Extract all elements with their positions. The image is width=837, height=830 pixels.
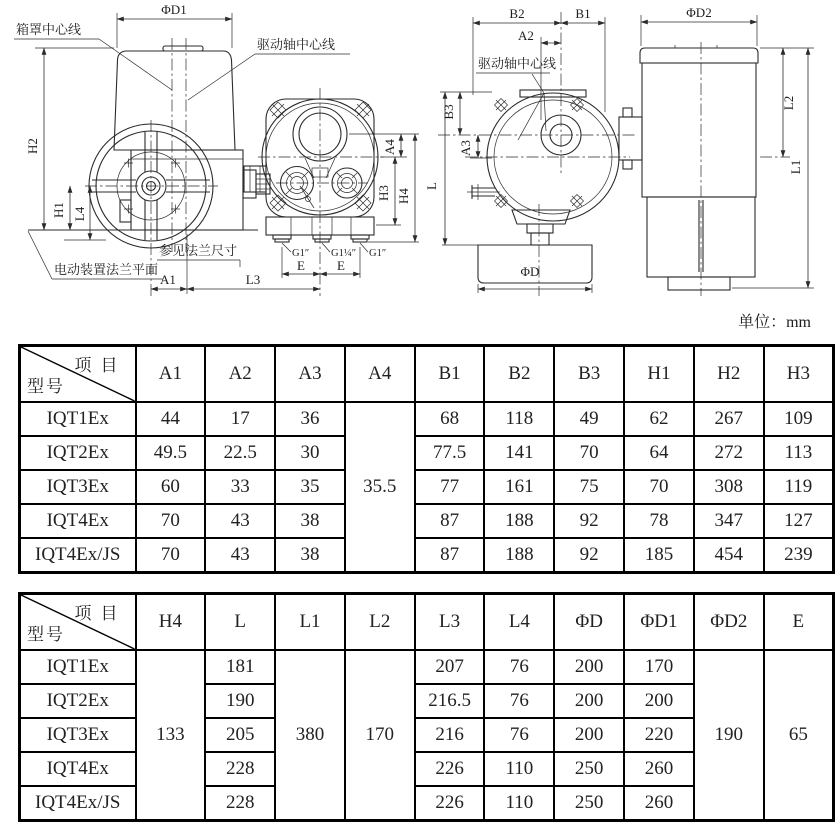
col-header: L4 <box>484 594 554 651</box>
cell: 76 <box>484 684 554 718</box>
cell: 260 <box>624 786 694 821</box>
cell: 60 <box>136 470 206 504</box>
cell: 87 <box>415 504 485 538</box>
merged-cell-phi-d2: 190 <box>694 650 764 821</box>
col-header: L2 <box>345 594 415 651</box>
cell: 170 <box>624 650 694 684</box>
cell: 161 <box>484 470 554 504</box>
col-header: B2 <box>484 346 554 403</box>
cell: 70 <box>136 538 206 573</box>
cell: 87 <box>415 538 485 573</box>
cell: 64 <box>624 436 694 470</box>
cell: 226 <box>415 786 485 821</box>
model-cell: IQT1Ex <box>20 650 136 684</box>
conduit-entries <box>273 235 369 242</box>
cell: 454 <box>694 538 764 573</box>
model-cell: IQT2Ex <box>20 684 136 718</box>
cell: 38 <box>275 538 345 573</box>
cell: 141 <box>484 436 554 470</box>
cell: 250 <box>554 752 624 786</box>
cell: 260 <box>624 752 694 786</box>
cell: 75 <box>554 470 624 504</box>
col-header: H3 <box>764 346 834 403</box>
col-header: A3 <box>275 346 345 403</box>
cell: 220 <box>624 718 694 752</box>
col-header: B1 <box>415 346 485 403</box>
corner-label-model: 型号 <box>27 377 65 396</box>
unit-note: 单位：mm <box>738 314 811 331</box>
cell: 78 <box>624 504 694 538</box>
cell: 109 <box>764 402 834 436</box>
cell: 22.5 <box>205 436 275 470</box>
cell: 36 <box>275 402 345 436</box>
dim-label-phi-d1: ΦD1 <box>161 2 187 17</box>
cell: 76 <box>484 718 554 752</box>
merged-cell-l2: 170 <box>345 650 415 821</box>
cell: 110 <box>484 752 554 786</box>
cell: 216.5 <box>415 684 485 718</box>
dimension-table-2 <box>18 592 835 822</box>
cell: 70 <box>554 436 624 470</box>
cell: 205 <box>205 718 275 752</box>
cell: 347 <box>694 504 764 538</box>
merged-cell-a4: 35.5 <box>345 402 415 573</box>
cell: 38 <box>275 504 345 538</box>
cell: 77.5 <box>415 436 485 470</box>
cell: 190 <box>205 684 275 718</box>
dimension-drawings <box>0 0 837 310</box>
col-header: L3 <box>415 594 485 651</box>
dim-label-b3: B3 <box>441 104 456 120</box>
table-row <box>20 538 834 573</box>
col-header: H4 <box>136 594 206 651</box>
cell: 43 <box>205 504 275 538</box>
table-row <box>20 402 834 436</box>
table-row <box>20 650 834 684</box>
gearbox-face <box>244 88 387 296</box>
dimension-table-1 <box>18 344 835 574</box>
cell: 77 <box>415 470 485 504</box>
cell: 35 <box>275 470 345 504</box>
cell: 110 <box>484 786 554 821</box>
dim-label-h2: H2 <box>25 138 40 154</box>
col-header: L1 <box>275 594 345 651</box>
flange-plane-note: 电动装置法兰平面 <box>54 263 159 278</box>
cell: 188 <box>484 538 554 573</box>
table1-header-row <box>20 346 834 403</box>
model-cell: IQT4Ex/JS <box>20 538 136 573</box>
cell: 188 <box>484 504 554 538</box>
corner-label-model: 型号 <box>27 625 65 644</box>
cell: 200 <box>624 684 694 718</box>
cell: 76 <box>484 650 554 684</box>
col-header: E <box>764 594 834 651</box>
table1-corner-cell <box>20 346 136 403</box>
dim-label-e-right: E <box>337 258 345 273</box>
merged-cell-l1: 380 <box>275 650 345 821</box>
model-cell: IQT4Ex/JS <box>20 786 136 821</box>
col-header: A1 <box>136 346 206 403</box>
cell: 113 <box>764 436 834 470</box>
cell: 272 <box>694 436 764 470</box>
cell: 226 <box>415 752 485 786</box>
col-header: A2 <box>205 346 275 403</box>
cell: 17 <box>205 402 275 436</box>
cell: 30 <box>275 436 345 470</box>
cell: 92 <box>554 538 624 573</box>
dim-label-b1: B1 <box>575 6 591 21</box>
cell: 228 <box>205 786 275 821</box>
cell: 118 <box>484 402 554 436</box>
model-cell: IQT1Ex <box>20 402 136 436</box>
conduit-label-g1-quarter: G1¼″ <box>331 248 357 259</box>
dim-label-phi-d2: ΦD2 <box>686 5 712 20</box>
col-header: ΦD <box>554 594 624 651</box>
cell: 127 <box>764 504 834 538</box>
dim-label-l2: L2 <box>781 95 796 111</box>
cell: 92 <box>554 504 624 538</box>
front-view-drawing <box>0 0 420 308</box>
merged-cell-e: 65 <box>764 650 834 821</box>
cell: 70 <box>624 470 694 504</box>
cell: 185 <box>624 538 694 573</box>
col-header: A4 <box>345 346 415 403</box>
dim-label-b2: B2 <box>509 6 525 21</box>
cell: 216 <box>415 718 485 752</box>
cell: 308 <box>694 470 764 504</box>
cell: 250 <box>554 786 624 821</box>
cell: 228 <box>205 752 275 786</box>
cell: 200 <box>554 684 624 718</box>
table-row <box>20 436 834 470</box>
col-header: H2 <box>694 346 764 403</box>
corner-label-item: 项目 <box>74 356 127 375</box>
table-row <box>20 470 834 504</box>
col-header: ΦD1 <box>624 594 694 651</box>
box-cover-centerline-label: 箱罩中心线 <box>16 23 82 38</box>
dim-label-e-left: E <box>297 258 305 273</box>
table2-corner-cell <box>20 594 136 651</box>
cell: 207 <box>415 650 485 684</box>
conduit-label-g1-right: G1″ <box>369 248 387 259</box>
cell: 181 <box>205 650 275 684</box>
col-header: B3 <box>554 346 624 403</box>
cell: 68 <box>415 402 485 436</box>
model-cell: IQT4Ex <box>20 504 136 538</box>
side-view-drawing <box>420 0 837 308</box>
cell: 49 <box>554 402 624 436</box>
cell: 267 <box>694 402 764 436</box>
cell: 200 <box>554 650 624 684</box>
cell: 33 <box>205 470 275 504</box>
col-header: L <box>205 594 275 651</box>
cell: 43 <box>205 538 275 573</box>
cell: 70 <box>136 504 206 538</box>
dim-label-h4: H4 <box>396 188 411 204</box>
cell: 44 <box>136 402 206 436</box>
conduit-label-g1-left: G1″ <box>292 248 310 259</box>
model-cell: IQT4Ex <box>20 752 136 786</box>
table2-header-row <box>20 594 834 651</box>
model-cell: IQT3Ex <box>20 718 136 752</box>
col-header: ΦD2 <box>694 594 764 651</box>
dim-label-a1: A1 <box>160 272 176 287</box>
dim-label-phi-d: ΦD <box>520 264 540 279</box>
dim-label-h1: H1 <box>51 202 66 218</box>
cell: 49.5 <box>136 436 206 470</box>
dim-label-a2: A2 <box>518 28 534 43</box>
cell: 119 <box>764 470 834 504</box>
table-row <box>20 504 834 538</box>
merged-cell-h4: 133 <box>136 650 206 821</box>
cell: 200 <box>554 718 624 752</box>
model-cell: IQT2Ex <box>20 436 136 470</box>
dim-label-a4: A4 <box>382 139 397 155</box>
dim-label-l: L <box>424 182 439 190</box>
dim-label-a3: A3 <box>458 140 473 156</box>
cell: 239 <box>764 538 834 573</box>
drive-shaft-centerline-label-2: 驱动轴中心线 <box>478 57 557 72</box>
dim-label-h3: H3 <box>376 185 391 201</box>
dim-label-l4: L4 <box>72 206 87 222</box>
motor-housing <box>619 42 758 296</box>
corner-label-item: 项目 <box>74 604 127 623</box>
drive-shaft-centerline-label: 驱动轴中心线 <box>257 38 336 53</box>
col-header: H1 <box>624 346 694 403</box>
model-cell: IQT3Ex <box>20 470 136 504</box>
see-flange-note: 参见法兰尺寸 <box>159 244 238 259</box>
front-view-dimensions <box>14 2 419 294</box>
dim-label-l1: L1 <box>788 159 803 175</box>
cell: 62 <box>624 402 694 436</box>
dim-label-l3: L3 <box>245 272 261 287</box>
